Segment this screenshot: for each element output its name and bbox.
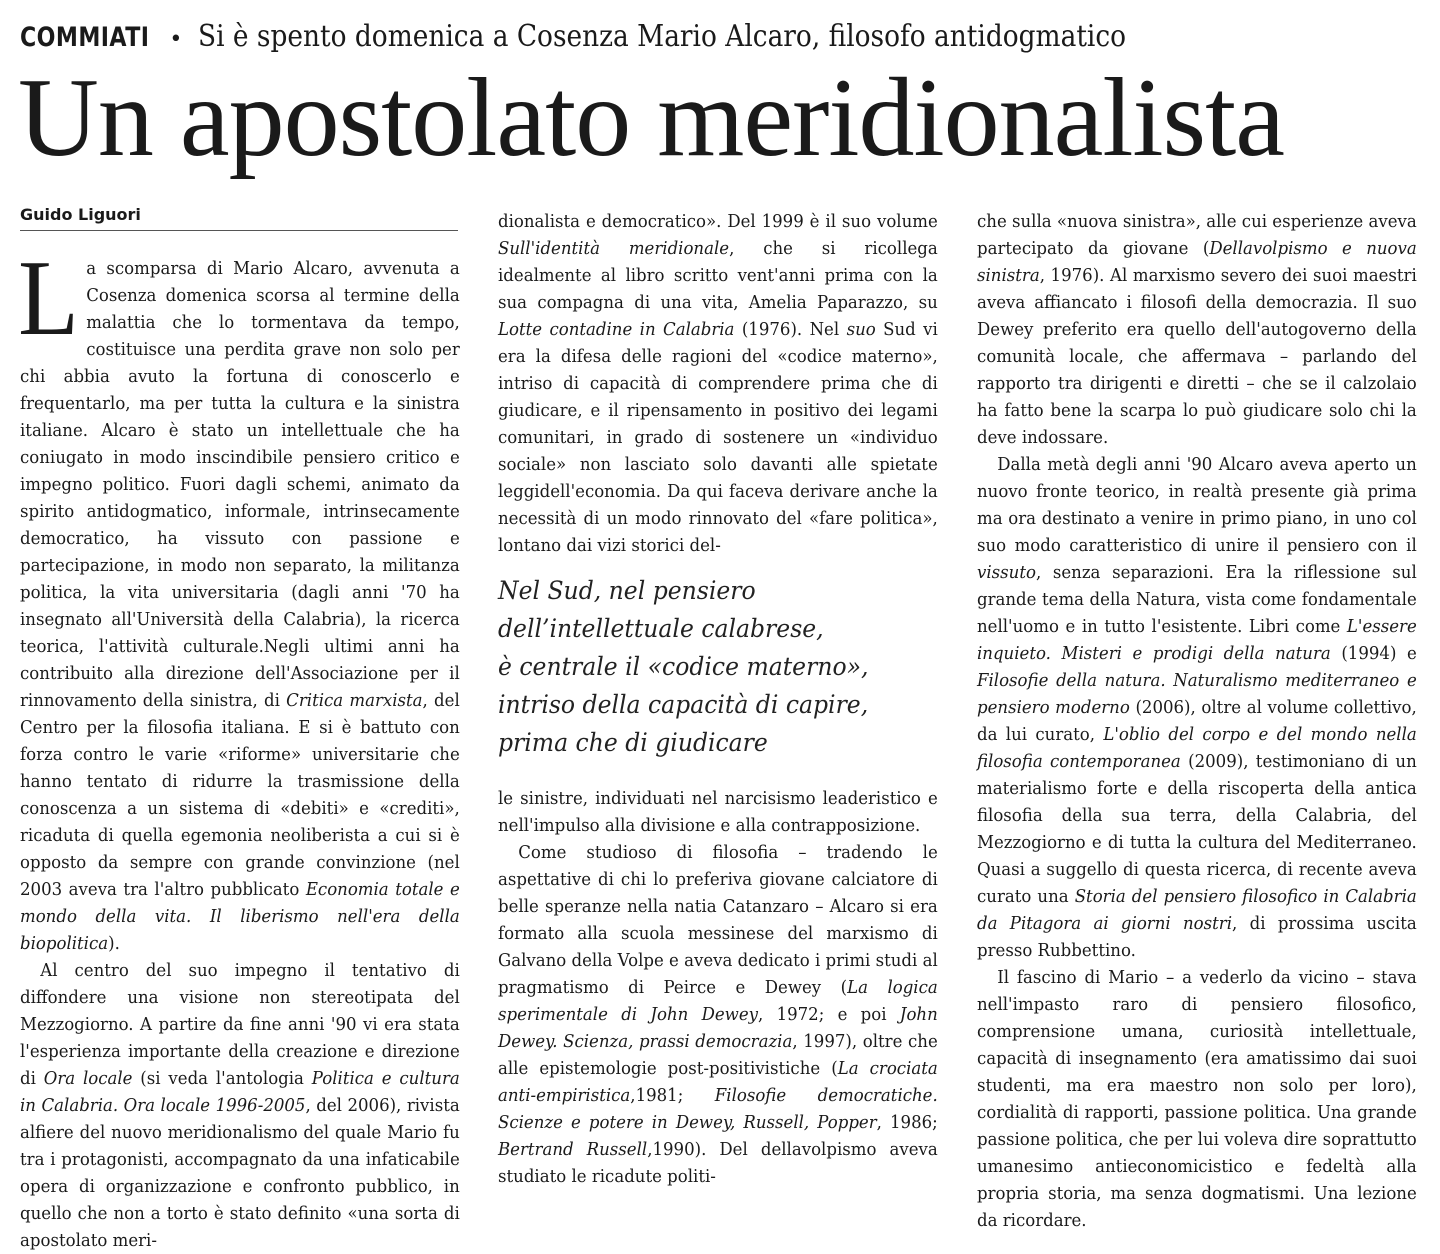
paragraph: le sinistre, individuati nel narcisismo leaderistico e nell'impulso alla divisione e alla contrapposizione. [498,788,938,836]
subheadline: Si è spento domenica a Cosenza Mario Alcaro, filosofo antidogmatico [197,19,1126,54]
article-column-2-continued [498,785,938,1190]
pull-quote [498,572,938,762]
paragraph: che sulla «nuova sinistra», alle cui esperienze aveva partecipato da giovane (Dellavolpismo e nuova sinistra, 1976). Al marxismo severo dei suoi maestri aveva affiancato i filosofi della democrazia. Il suo Dewey preferito era quello dell'autogoverno della comunità locale, che affermava – parlando del rapporto tra dirigenti e diretti – che se il calzolaio ha fatto bene la scarpa lo può giudicare solo chi la deve indossare. [977,211,1417,448]
byline: Guido Liguori [20,204,458,231]
paragraph: Al centro del suo impegno il tentativo di diffondere una visione non stereotipata del Mezzogiorno. A partire da fine anni '90 vi era stata l'esperienza importante della creazione e direzione di Ora locale (si veda l'antologia Politica e cultura in Calabria. Ora locale 1996-2005, del 2006), rivista alfiere del nuovo meridionalismo del quale Mario fu tra i protagonisti, accompagnato da una infaticabile opera di organizzazione e confronto pubblico, in quello che non a torto è stato definito «una sorta di apostolato meri- [20,960,460,1251]
pull-quote-line: dell’intellettuale calabrese, [498,614,824,643]
paragraph: Come studioso di filosofia – tradendo le aspettative di chi lo preferiva giovane calciatore di belle speranze nella natia Catanzaro – Alcaro si era formato alla scuola messinese del marxismo di Galvano della Volpe e aveva dedicato i primi studi al pragmatismo di Peirce e Dewey (La logica sperimentale di John Dewey, 1972; e poi John Dewey. Scienza, prassi democrazia, 1997), oltre che alle epistemologie post-positivistiche (La crociata anti-empiristica,1981; Filosofie democratiche. Scienze e potere in Dewey, Russell, Popper, 1986; Bertrand Russell,1990). Del dellavolpismo aveva studiato le ricadute politi- [498,842,938,1187]
article-column-1 [20,204,460,1254]
paragraph: dionalista e democratico». Del 1999 è il suo volume Sull'identità meridionale, che si ricollega idealmente al libro scritto vent'anni prima con la sua compagna di una vita, Amelia Paparazzo, su Lotte contadine in Calabria (1976). Nel suo Sud vi era la difesa delle ragioni del «codice materno», intriso di capacità di comprendere prima che di giudicare, e il ripensamento in positivo dei legami comunitari, in grado di sostenere un «individuo sociale» non lasciato solo davanti alle spietate leggidell'economia. Da qui faceva derivare anche la necessità di un modo rinnovato del «fare politica», lontano dai vizi storici del- [498,211,938,556]
pull-quote-line: Nel Sud, nel pensiero [498,576,756,605]
paragraph: Dalla metà degli anni '90 Alcaro aveva aperto un nuovo fronte teorico, in realtà presente già prima ma ora destinato a venire in primo piano, in uno col suo modo caratteristico di unire il pensiero con il vissuto, senza separazioni. Era la riflessione sul grande tema della Natura, vista come fondamentale nell'uomo e in tutto l'esistente. Libri come L'essere inquieto. Misteri e prodigi della natura (1994) e Filosofie della natura. Naturalismo mediterraneo e pensiero moderno (2006), oltre al volume collettivo, da lui curato, L'oblio del corpo e del mondo nella filosofia contemporanea (2009), testimoniano di un materialismo forte e della riscoperta della antica filosofia della sua terra, della Calabria, del Mezzogiorno e di tutta la cultura del Mediterraneo. Quasi a suggello di questa ricerca, di recente aveva curato una Storia del pensiero filosofico in Calabria da Pitagora ai giorni nostri, di prossima uscita presso Rubbettino. [977,454,1417,961]
pull-quote-line: prima che di giudicare [498,728,768,757]
drop-cap: L [18,239,79,358]
headline: Un apostolato meridionalista [18,56,1284,180]
paragraph: Il fascino di Mario – a vederlo da vicino – stava nell'impasto raro di pensiero filosofico, comprensione umana, curiosità intellettuale, capacità di insegnamento (era amatissimo dai suoi studenti, ma era maestro non solo per loro), cordialità di rapporti, passione politica. Una grande passione politica, che per lui voleva dire soprattutto umanesimo antieconomicistico e fedeltà alla propria storia, ma senza dogmatismi. Una lezione da ricordare. [977,967,1417,1231]
section-label: COMMIATI [20,22,150,53]
article-column-3 [977,208,1417,1234]
separator-bullet: • [169,27,183,52]
paragraph: La scomparsa di Mario Alcaro, avvenuta a Cosenza domenica scorsa al termine della malattia che lo tormentava da tempo, costituisce una perdita grave non solo per chi abbia avuto la fortuna di conoscerlo e frequentarlo, ma per tutta la cultura e la sinistra italiane. Alcaro è stato un intellettuale che ha coniugato in modo inscindibile pensiero critico e impegno politico. Fuori dagli schemi, animato da spirito antidogmatico, informale, intrinsecamente democratico, ha vissuto con passione e partecipazione, in modo non separato, la militanza politica, la vita universitaria (dagli anni '70 ha insegnato all'Università della Calabria), la ricerca teorica, l'attività culturale.Negli ultimi anni ha contribuito alla direzione dell'Associazione per il rinnovamento della sinistra, di Critica marxista, del Centro per la filosofia italiana. E si è battuto con forza contro le varie «riforme» universitarie che hanno tentato di ridurre la trasmissione della conoscenza a un sistema di «debiti» e «crediti», ricaduta di quella egemonia neoliberista a cui si è opposto da sempre con grande convinzione (nel 2003 aveva tra l'altro pubblicato Economia totale e mondo della vita. Il liberismo nell'era della biopolitica). [18,239,460,954]
pull-quote-line: intriso della capacità di capire, [498,690,869,719]
article-column-2 [498,208,938,559]
pull-quote-line: è centrale il «codice materno», [498,652,869,681]
